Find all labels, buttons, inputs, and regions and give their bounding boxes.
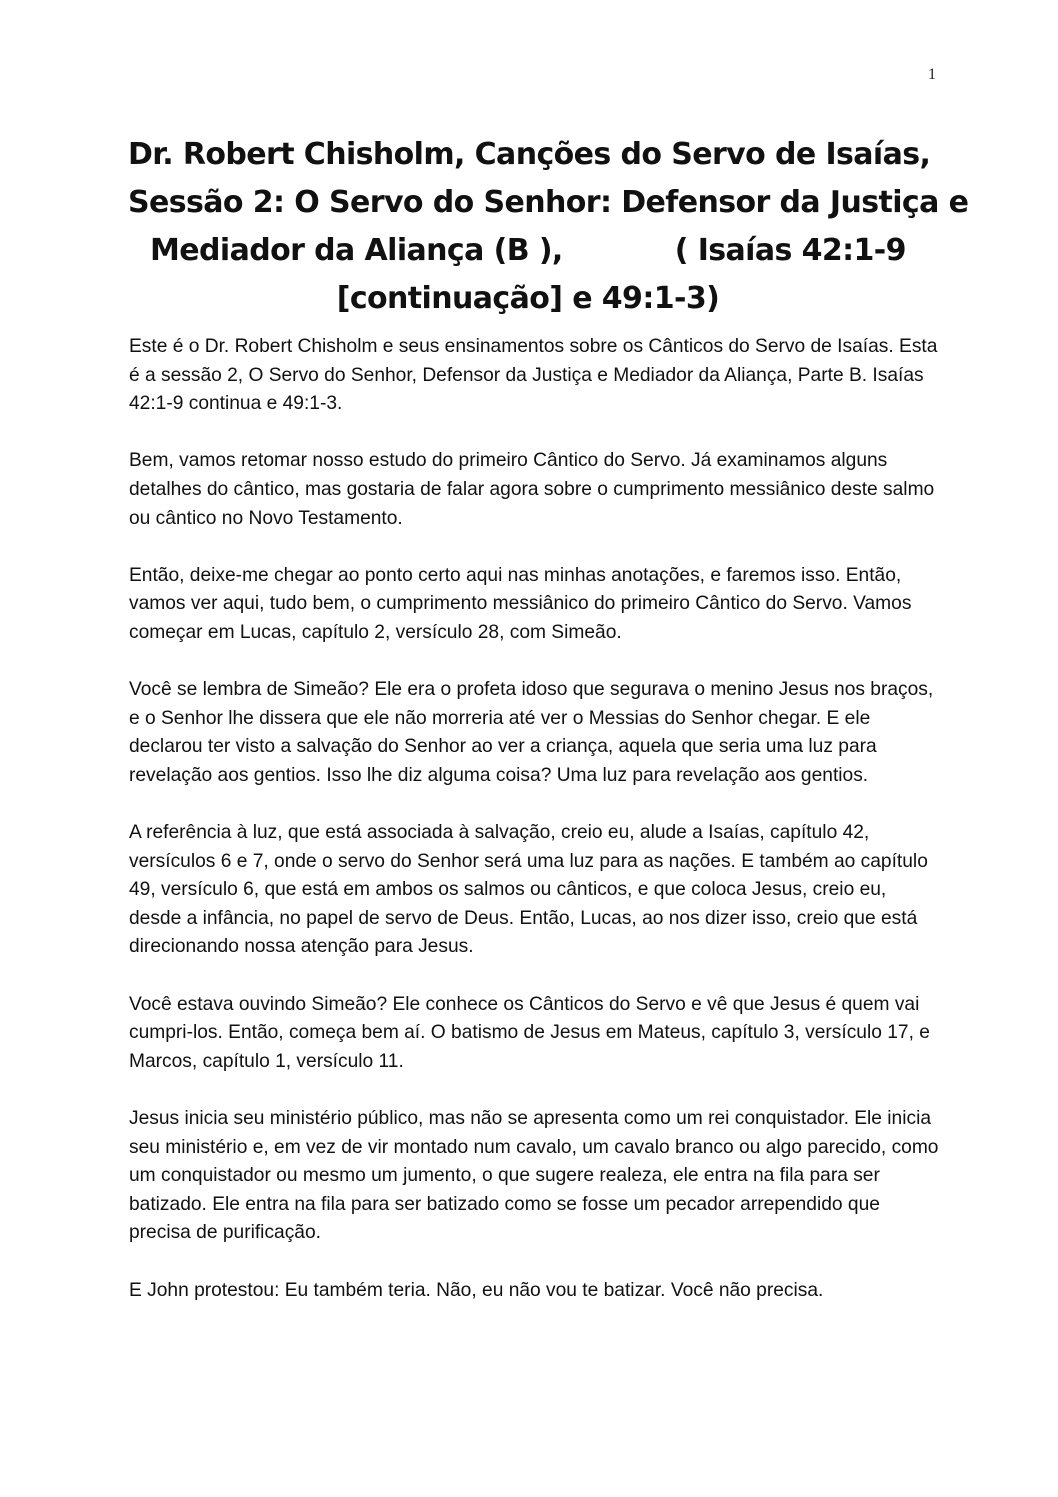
title-line-3-part-b: ( Isaías 42:1-9: [674, 233, 906, 268]
title-line-2: Sessão 2: O Servo do Senhor: Defensor da Justiça e: [128, 185, 969, 220]
title-line-3: [128, 227, 928, 275]
title-line-3-part-a: Mediador da Aliança (B ),: [150, 233, 563, 268]
paragraph: E John protestou: Eu também teria. Não, eu não vou te batizar. Você não precisa.: [129, 1279, 824, 1301]
title-line-4: [continuação] e 49:1-3): [336, 281, 720, 316]
paragraph: Este é o Dr. Robert Chisholm e seus ensinamentos sobre os Cânticos do Servo de Isaías. Esta é a sessão 2, O Servo do Senhor, Defensor da Justiça e Mediador da Aliança, Parte B. Isaías 42:1-9 continua e 49:1-3.: [129, 336, 938, 415]
paragraph: Você se lembra de Simeão? Ele era o profeta idoso que segurava o menino Jesus nos braços, e o Senhor lhe dissera que ele não morreria até ver o Messias do Senhor chegar. E ele declarou ter visto a salvação do Senhor ao ver a criança, aquela que seria uma luz para revelação aos gentios. Isso lhe diz alguma coisa? Uma luz para revelação aos gentios.: [129, 679, 934, 786]
document-title: [128, 131, 969, 323]
document-body: [129, 333, 941, 1334]
paragraph: Bem, vamos retomar nosso estudo do primeiro Cântico do Servo. Já examinamos alguns detalhes do cântico, mas gostaria de falar agora sobre o cumprimento messiânico deste salmo ou cântico no Novo Testamento.: [129, 450, 935, 529]
paragraph: Você estava ouvindo Simeão? Ele conhece os Cânticos do Servo e vê que Jesus é quem vai cumpri-los. Então, começa bem aí. O batismo de Jesus em Mateus, capítulo 3, versículo 17, e Marcos, capítulo 1, versículo 11.: [129, 993, 930, 1072]
paragraph: Então, deixe-me chegar ao ponto certo aqui nas minhas anotações, e faremos isso. Então, vamos ver aqui, tudo bem, o cumprimento messiânico do primeiro Cântico do Servo. Vamos começar em Lucas, capítulo 2, versículo 28, com Simeão.: [129, 564, 912, 643]
paragraph: A referência à luz, que está associada à salvação, creio eu, alude a Isaías, capítulo 42, versículos 6 e 7, onde o servo do Senhor será uma luz para as nações. E também ao capítulo 49, versículo 6, que está em ambos os salmos ou cânticos, e que coloca Jesus, creio eu, desde a infância, no papel de servo de Deus. Então, Lucas, ao nos dizer isso, creio que está direcionando nossa atenção para Jesus.: [129, 822, 928, 958]
page-number: 1: [928, 66, 936, 83]
title-line-1: Dr. Robert Chisholm, Canções do Servo de Isaías,: [128, 137, 931, 172]
paragraph: Jesus inicia seu ministério público, mas não se apresenta como um rei conquistador. Ele inicia seu ministério e, em vez de vir montado num cavalo, um cavalo branco ou algo parecido, como um conquistador ou mesmo um jumento, o que sugere realeza, ele entra na fila para ser batizado. Ele entra na fila para ser batizado como se fosse um pecador arrependido que precisa de purificação.: [129, 1108, 939, 1244]
